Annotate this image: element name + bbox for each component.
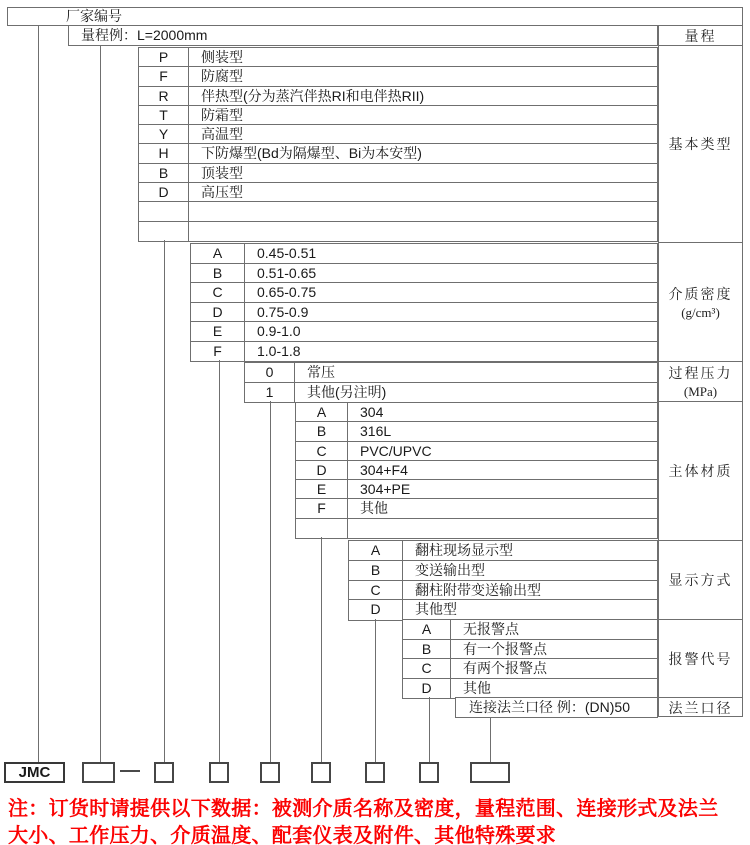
code-cell: C (191, 283, 245, 302)
desc-cell: 高温型 (201, 126, 243, 143)
table-row-pressure-2 (245, 383, 657, 403)
category-label-text: 显示方式 (668, 574, 733, 589)
code-cell: C (403, 659, 451, 678)
category-label-column (658, 25, 743, 717)
desc-cell: 0.75-0.9 (257, 303, 309, 320)
table-row-material-3 (296, 442, 657, 461)
table-row-flange-1 (456, 698, 657, 717)
code-cell (296, 519, 348, 538)
desc-cell: 顶装型 (201, 164, 243, 181)
category-label-text: (g/cm³) (681, 304, 720, 320)
desc-cell: 防腐型 (201, 68, 243, 85)
table-row-display-1 (349, 541, 657, 561)
desc-cell: 变送输出型 (415, 561, 485, 578)
code-cell: P (139, 48, 189, 66)
model-prefix-box (4, 762, 65, 783)
options-table-material (295, 402, 658, 539)
desc-cell: 其他型 (415, 601, 457, 618)
table-row-alarm-1 (403, 620, 657, 640)
table-row-material-4 (296, 461, 657, 480)
code-cell (139, 202, 189, 220)
connector-line-8 (429, 697, 430, 762)
desc-cell: 316L (360, 423, 392, 440)
code-cell: D (191, 303, 245, 322)
category-label-text: 基本类型 (668, 138, 733, 153)
code-box-7 (419, 762, 439, 783)
code-cell: H (139, 144, 189, 162)
category-label-density (659, 243, 742, 362)
desc-cell: 其他(另注明) (307, 383, 387, 400)
connector-line-5 (270, 401, 271, 762)
code-cell: D (296, 461, 348, 479)
desc-cell: 0.51-0.65 (257, 264, 317, 281)
code-cell: D (139, 183, 189, 201)
code-cell: F (191, 342, 245, 362)
category-label-text: 量程 (684, 29, 717, 45)
table-row-alarm-4 (403, 679, 657, 699)
code-box-3 (209, 762, 229, 783)
table-row-alarm-2 (403, 640, 657, 660)
category-label-material (659, 402, 742, 541)
connector-line-1 (38, 25, 39, 762)
desc-cell: 翻柱附带变送输出型 (415, 581, 541, 598)
category-label-text: 报警代号 (668, 652, 733, 668)
code-cell: A (296, 403, 348, 421)
code-cell: C (349, 581, 403, 600)
connector-line-9 (490, 717, 491, 762)
category-label-text: 主体材质 (668, 465, 733, 480)
connector-line-3 (164, 240, 165, 762)
model-prefix-label: JMC (18, 764, 51, 781)
table-row-density-4 (191, 303, 657, 323)
code-box-5 (311, 762, 331, 783)
manufacturer-number-cell (7, 7, 743, 26)
category-label-alarm (659, 620, 742, 698)
desc-cell: 304+F4 (360, 461, 408, 478)
code-cell: D (349, 600, 403, 620)
desc-cell (189, 222, 657, 241)
table-row-basic-5 (139, 125, 657, 144)
code-box-8 (470, 762, 510, 783)
table-row-basic-7 (139, 164, 657, 183)
table-row-pressure-1 (245, 363, 657, 383)
desc-cell (189, 202, 657, 220)
code-box-4 (260, 762, 280, 783)
desc-cell: PVC/UPVC (360, 442, 432, 459)
desc-cell: 无报警点 (463, 621, 519, 637)
table-row-density-6 (191, 342, 657, 362)
code-cell: B (349, 561, 403, 580)
desc-cell: 翻柱现场显示型 (415, 542, 513, 558)
code-cell: F (139, 67, 189, 85)
desc-cell: 下防爆型(Bd为隔爆型、Bi为本安型) (201, 145, 422, 162)
code-cell: R (139, 87, 189, 105)
table-row-basic-4 (139, 106, 657, 125)
table-row-basic-1 (139, 48, 657, 67)
desc-cell: 防霜型 (201, 106, 243, 123)
category-label-basic (659, 46, 742, 243)
desc-cell: 0.45-0.51 (257, 245, 317, 261)
code-cell: A (403, 620, 451, 639)
range-example-label: 量程例：L=2000mm (81, 27, 208, 43)
category-label-flange (659, 698, 742, 718)
code-cell: 0 (245, 363, 295, 382)
connector-line-2 (100, 45, 101, 762)
desc-cell: 伴热型(分为蒸汽伴热RI和电伴热RII) (201, 87, 425, 104)
options-table-alarm (402, 619, 658, 699)
code-cell: B (296, 422, 348, 440)
desc-cell: 0.65-0.75 (257, 284, 317, 300)
code-cell (139, 222, 189, 241)
desc-cell: 连接法兰口径 例：(DN)50 (469, 699, 631, 715)
code-cell: A (349, 541, 403, 560)
table-row-basic-8 (139, 183, 657, 202)
table-row-basic-10 (139, 222, 657, 241)
category-label-text: 介质密度 (668, 287, 733, 303)
table-row-density-2 (191, 264, 657, 284)
code-box-2 (154, 762, 174, 783)
table-row-basic-6 (139, 144, 657, 163)
table-row-alarm-3 (403, 659, 657, 679)
options-table-density (190, 243, 658, 362)
table-row-density-1 (191, 244, 657, 264)
desc-cell (348, 519, 657, 538)
category-label-range (659, 26, 742, 46)
table-row-material-7 (296, 519, 657, 538)
table-row-material-1 (296, 403, 657, 422)
code-cell: 1 (245, 383, 295, 403)
code-cell: A (191, 244, 245, 263)
category-label-text: 过程压力 (668, 367, 733, 382)
code-cell: Y (139, 125, 189, 143)
order-note (8, 796, 750, 845)
code-cell: C (296, 442, 348, 460)
desc-cell: 1.0-1.8 (257, 342, 301, 359)
connector-line-6 (321, 537, 322, 762)
code-cell: B (191, 264, 245, 283)
desc-cell: 常压 (307, 364, 335, 380)
desc-cell: 有一个报警点 (463, 640, 547, 657)
desc-cell: 有两个报警点 (463, 660, 547, 676)
manufacturer-number-label: 厂家编号 (66, 8, 122, 24)
category-label-text: (MPa) (683, 384, 718, 399)
table-row-display-3 (349, 581, 657, 601)
category-label-pressure (659, 362, 742, 402)
options-table-basic (138, 47, 658, 242)
desc-cell: 304 (360, 404, 384, 420)
table-row-material-5 (296, 480, 657, 499)
category-label-display (659, 541, 742, 620)
connector-line-4 (219, 360, 220, 762)
code-cell: B (139, 164, 189, 182)
connector-line-7 (375, 619, 376, 762)
table-row-display-2 (349, 561, 657, 581)
order-note-line-1: 注：订货时请提供以下数据：被测介质名称及密度，量程范围、连接形式及法兰 (8, 798, 719, 820)
code-cell: E (296, 480, 348, 498)
desc-cell: 304+PE (360, 481, 411, 498)
table-row-density-3 (191, 283, 657, 303)
options-table-flange (455, 697, 658, 718)
code-cell: B (403, 640, 451, 659)
desc-cell: 0.9-1.0 (257, 323, 301, 339)
table-row-basic-3 (139, 87, 657, 106)
table-row-material-2 (296, 422, 657, 441)
table-row-basic-9 (139, 202, 657, 221)
code-cell: F (296, 499, 348, 517)
range-example-cell (68, 25, 658, 46)
code-cell: D (403, 679, 451, 699)
order-note-line-2: 大小、工作压力、介质温度、配套仪表及附件、其他特殊要求 (8, 824, 557, 845)
code-cell: E (191, 322, 245, 341)
desc-cell: 其他 (463, 679, 491, 696)
desc-cell: 其他 (360, 500, 388, 517)
code-box-1 (82, 762, 115, 783)
table-row-basic-2 (139, 67, 657, 86)
table-row-display-4 (349, 600, 657, 620)
desc-cell: 侧装型 (201, 49, 243, 65)
table-row-material-6 (296, 499, 657, 518)
code-cell: T (139, 106, 189, 124)
code-box-6 (365, 762, 385, 783)
table-row-density-5 (191, 322, 657, 342)
dash-separator (120, 770, 140, 772)
category-label-text: 法兰口径 (668, 702, 733, 717)
options-table-pressure (244, 362, 658, 403)
desc-cell: 高压型 (201, 184, 243, 201)
options-table-display (348, 540, 658, 621)
